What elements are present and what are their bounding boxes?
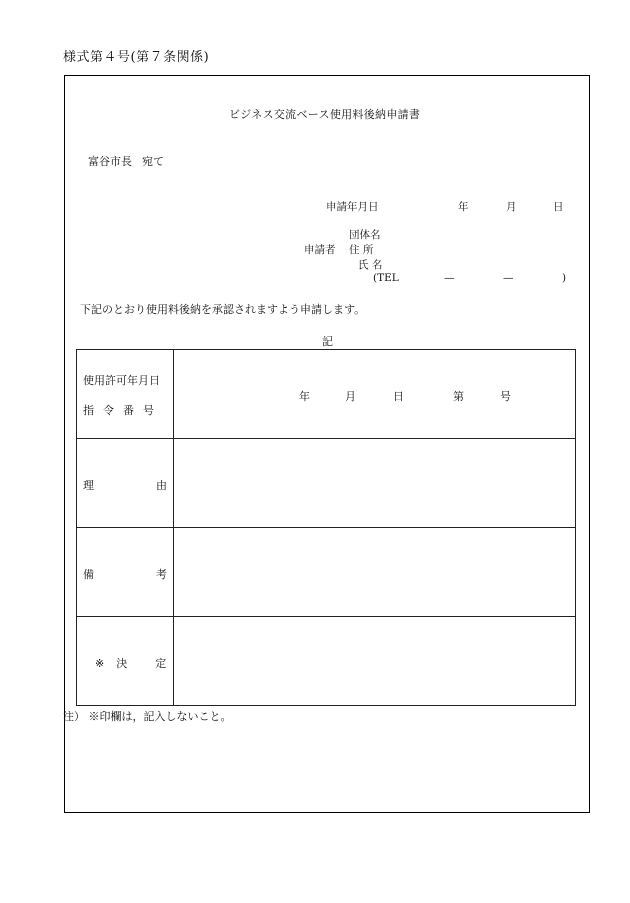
- application-date-day: 日: [553, 201, 564, 213]
- form-title: ビジネス交流ベース使用料後納申請書: [229, 108, 421, 121]
- permit-label-cell: [77, 350, 174, 439]
- remarks-label: [83, 566, 167, 582]
- application-date-month: 月: [506, 201, 517, 213]
- order-go: 号: [500, 390, 511, 403]
- application-date-year: 年: [458, 201, 469, 213]
- table-row: [77, 528, 576, 617]
- request-text: 下記のとおり使用料後納を承認されますよう申請します。: [80, 303, 366, 316]
- ki-heading: 記: [322, 335, 333, 348]
- order-dai: 第: [453, 390, 464, 403]
- addressee-suffix: 宛て: [142, 155, 164, 168]
- application-date-label: 申請年月日: [326, 201, 379, 213]
- permit-day: 日: [393, 390, 404, 403]
- order-number-label: 指令番号: [83, 404, 163, 417]
- reason-label-cell: [77, 439, 174, 528]
- addressee: [88, 153, 164, 169]
- remarks-label-cell: [77, 528, 174, 617]
- applicant-name-label: 氏 名: [358, 259, 383, 271]
- reason-label: [83, 477, 167, 493]
- remarks-value-cell[interactable]: [174, 528, 576, 617]
- footnote: 注） ※印欄は，記入しないこと。: [63, 710, 232, 723]
- permit-month: 月: [345, 390, 356, 403]
- addressee-name: 富谷市長: [88, 155, 132, 168]
- tel-dash-2: —: [503, 272, 514, 284]
- decision-label-a: 決: [116, 657, 128, 670]
- decision-value-cell: [174, 617, 576, 706]
- remarks-label-a: 備: [83, 568, 94, 581]
- decision-mark: ※: [95, 657, 105, 670]
- applicant-label: 申請者: [304, 244, 336, 256]
- permit-year: 年: [299, 390, 310, 403]
- tel-dash-1: —: [444, 272, 455, 284]
- applicant-address-label: 住 所: [349, 244, 374, 256]
- decision-label-cell: [77, 617, 174, 706]
- permit-date-label: 使用許可年月日: [83, 374, 160, 387]
- reason-label-b: 由: [156, 479, 167, 492]
- decision-label-b: 定: [155, 657, 167, 670]
- decision-label: [95, 655, 166, 671]
- applicant-org-label: 団体名: [349, 229, 381, 241]
- table-row: [77, 350, 576, 439]
- permit-value-cell[interactable]: [174, 350, 576, 439]
- reason-value-cell[interactable]: [174, 439, 576, 528]
- tel-close-paren: ): [562, 272, 567, 284]
- reason-label-a: 理: [83, 479, 94, 492]
- remarks-label-b: 考: [156, 568, 167, 581]
- form-number-label: 様式第４号(第７条関係): [63, 50, 210, 65]
- table-row: [77, 617, 576, 706]
- detail-table: [76, 349, 576, 706]
- applicant-tel-label: (TEL: [373, 272, 399, 284]
- table-row: [77, 439, 576, 528]
